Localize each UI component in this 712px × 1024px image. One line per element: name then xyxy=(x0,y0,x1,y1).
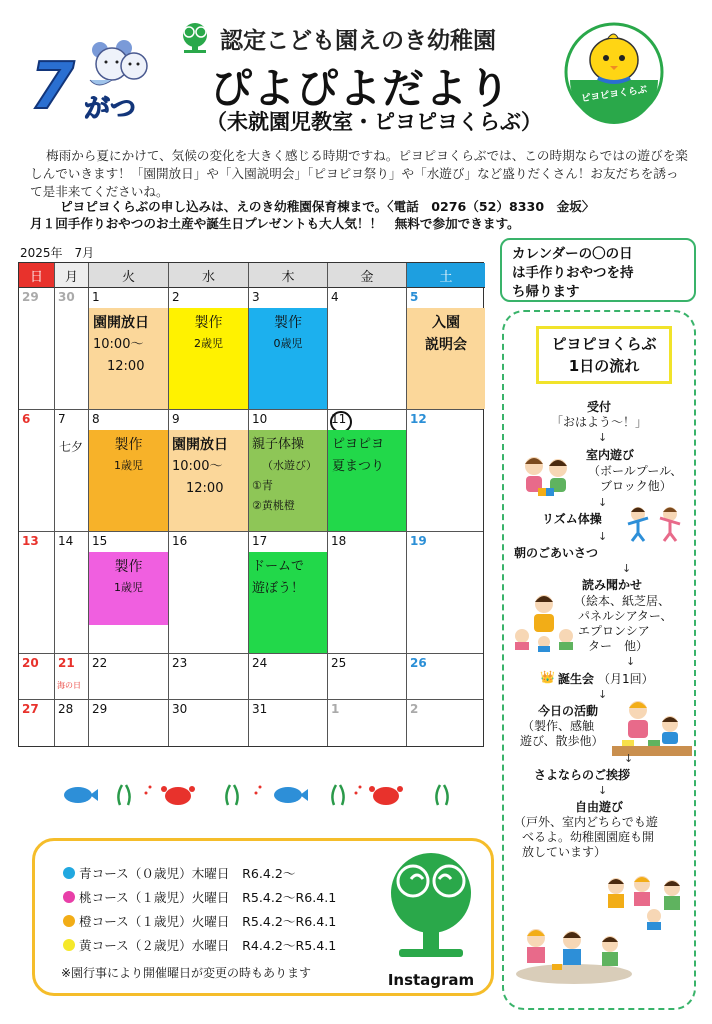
day-number: 15 xyxy=(92,534,108,548)
day-number: 26 xyxy=(410,656,427,670)
pink-dot-icon xyxy=(63,891,75,903)
day-cell xyxy=(249,410,328,531)
flow-step-rhythm: リズム体操 xyxy=(542,512,602,526)
day-cell xyxy=(19,288,55,409)
event-time-end: 12:00 xyxy=(107,359,145,374)
day-number: 25 xyxy=(331,656,347,670)
flow-step-storytime-sub3: エプロンシア xyxy=(578,624,650,638)
event-craft xyxy=(169,308,248,409)
day-cell xyxy=(407,288,485,409)
day-number: 5 xyxy=(410,290,419,304)
down-arrow-icon: ↓ xyxy=(622,562,632,575)
down-arrow-icon: ↓ xyxy=(598,688,608,701)
event-title: 園開放日 xyxy=(93,315,149,331)
down-arrow-icon: ↓ xyxy=(624,752,634,765)
calendar-week-4 xyxy=(19,654,483,700)
event-title-line1: ピヨピヨ xyxy=(332,437,385,452)
orange-dot-icon xyxy=(63,915,75,927)
day-number: 11 xyxy=(331,412,347,426)
day-cell xyxy=(89,288,169,409)
month-badge xyxy=(28,36,158,122)
sea-creatures-decoration-icon xyxy=(60,781,460,807)
flow-step-free-sub2: べるよ。幼稚園園庭も開 xyxy=(522,830,655,844)
crown-icon: 👑 xyxy=(540,670,555,684)
day-cell xyxy=(169,532,249,653)
day-cell xyxy=(169,700,249,746)
blue-dot-icon xyxy=(63,867,75,879)
day-cell xyxy=(89,532,169,653)
chick-badge-label: ピヨピヨくらぶ xyxy=(580,84,648,105)
day-number: 6 xyxy=(22,412,31,426)
exercise-kids-illustration-icon xyxy=(622,504,692,544)
calendar xyxy=(18,262,484,747)
event-dome-play xyxy=(249,552,327,653)
event-sub: 2歳児 xyxy=(194,337,223,350)
day-cell xyxy=(55,288,89,409)
day-number: 18 xyxy=(331,534,347,548)
day-number: 1 xyxy=(331,702,340,716)
storytime-illustration-icon xyxy=(512,592,576,652)
day-number: 2 xyxy=(172,290,180,304)
tanabata-label: 七夕 xyxy=(59,440,84,454)
event-parent-child-exercise xyxy=(249,430,327,531)
day-cell xyxy=(55,410,89,531)
event-title: 製作 xyxy=(114,559,143,575)
flow-step-indoor-sub1: （ボールプール、 xyxy=(588,464,683,478)
day-number: 4 xyxy=(331,290,339,304)
day-number: 21 xyxy=(58,656,75,670)
instagram-link[interactable] xyxy=(381,849,481,991)
event-title: 親子体操 xyxy=(252,437,305,452)
down-arrow-icon: ↓ xyxy=(626,655,636,668)
day-number: 16 xyxy=(172,534,188,548)
note-line-3: ち帰ります xyxy=(512,284,580,300)
event-title-line1: ドームで xyxy=(252,559,305,574)
course-item-pink xyxy=(63,887,336,906)
event-line-2: ②黄桃橙 xyxy=(252,499,295,512)
weekday-mon: 月 xyxy=(55,263,89,288)
calendar-week-2 xyxy=(19,410,483,532)
chick-mascot-icon xyxy=(562,20,666,124)
event-open-day xyxy=(89,308,168,409)
flow-step-goodbye: さよならのご挨拶 xyxy=(534,768,631,782)
event-title-line2: 説明会 xyxy=(425,337,467,353)
event-craft xyxy=(89,552,168,625)
flow-step-morning-greeting: 朝のごあいさつ xyxy=(514,546,599,560)
outdoor-play-illustration-icon xyxy=(514,918,634,986)
day-number: 29 xyxy=(22,290,39,304)
note-line-2: は手作りおやつを持 xyxy=(512,265,634,281)
day-number: 30 xyxy=(172,702,188,716)
event-line-1: ①青 xyxy=(252,479,273,492)
flow-step-storytime: 読み聞かせ xyxy=(582,578,643,592)
flow-step-today-sub2: 遊び、散歩他） xyxy=(520,734,604,748)
event-craft xyxy=(89,430,168,531)
org-row xyxy=(178,20,496,56)
event-craft xyxy=(249,308,327,409)
children-playing-illustration-icon xyxy=(516,452,576,498)
day-number: 19 xyxy=(410,534,427,548)
down-arrow-icon: ↓ xyxy=(598,496,608,509)
day-cell xyxy=(328,654,407,699)
calendar-month-label: 2025年 7月 xyxy=(20,246,95,260)
day-cell xyxy=(169,288,249,409)
course-label: 青コース（０歳児）木曜日 R6.4.2～ xyxy=(79,866,296,881)
day-cell xyxy=(328,410,407,531)
calendar-weekday-header xyxy=(19,263,483,288)
flow-step-indoor-sub2: ブロック他） xyxy=(600,479,672,493)
event-title-line2: 遊ぼう！ xyxy=(252,581,305,596)
weekday-sun: 日 xyxy=(19,263,55,288)
day-cell xyxy=(249,288,328,409)
day-cell xyxy=(249,532,328,653)
event-title-line2: 夏まつり xyxy=(332,459,385,474)
intro-paragraph: 梅雨から夏にかけて、気候の変化を大きく感じる時期ですね。ピヨピヨくらぶでは、この時期ならではの遊びを楽しんでいきます！「園開放日」や「入園説明会」「ピヨピヨ祭り」や「水遊び」など盛りだくさん！お友だちを誘って是非来てくださいね。 xyxy=(30,148,688,199)
month-number: 7 xyxy=(30,50,75,124)
craft-activity-illustration-icon xyxy=(608,698,694,762)
page-title: ぴよぴよだより xyxy=(210,64,512,113)
flow-step-free-sub1: （戸外、室内どちらでも遊 xyxy=(514,815,658,829)
note-line-1: カレンダーの〇の日 xyxy=(512,246,633,262)
tree-logo-icon xyxy=(178,21,212,55)
day-number: 27 xyxy=(22,702,39,716)
event-time-start: 10:00～ xyxy=(93,337,144,352)
day-cell xyxy=(89,654,169,699)
day-number: 23 xyxy=(172,656,188,670)
flow-step-birthday: 誕生会 xyxy=(558,672,595,686)
day-cell xyxy=(55,532,89,653)
month-suffix: がつ xyxy=(84,94,137,124)
event-sub: 0歳児 xyxy=(273,337,303,350)
event-title: 製作 xyxy=(194,315,223,331)
weekday-fri: 金 xyxy=(328,263,407,288)
event-sub: 1歳児 xyxy=(114,459,143,472)
weekday-sat: 土 xyxy=(407,263,485,288)
holiday-label: 海の日 xyxy=(57,681,81,690)
course-info-box xyxy=(32,838,494,996)
tree-logo-icon xyxy=(381,849,481,967)
day-cell xyxy=(407,532,485,653)
contact-line-1: ピヨピヨくらぶの申し込みは、えのき幼稚園保育棟まで。〈電話 0276（52）8330 金坂〉 xyxy=(60,199,595,214)
day-cell xyxy=(328,288,407,409)
day-cell xyxy=(249,700,328,746)
weekday-thu: 木 xyxy=(249,263,328,288)
yellow-dot-icon xyxy=(63,939,75,951)
flow-step-birthday-sub: （月1回） xyxy=(598,672,654,686)
course-note: ※園行事により開催曜日が変更の時もあります xyxy=(61,966,312,980)
day-cell xyxy=(19,700,55,746)
flow-step-today-activity: 今日の活動 xyxy=(538,704,599,718)
calendar-week-3 xyxy=(19,532,483,654)
day-cell xyxy=(89,410,169,531)
event-time-start: 10:00～ xyxy=(172,459,223,474)
day-number: 8 xyxy=(92,412,100,426)
snack-note-box xyxy=(500,238,696,302)
day-cell xyxy=(328,532,407,653)
down-arrow-icon: ↓ xyxy=(598,431,608,444)
calendar-week-1 xyxy=(19,288,483,410)
day-number: 17 xyxy=(252,534,268,548)
event-sub: 1歳児 xyxy=(114,581,143,594)
day-number: 22 xyxy=(92,656,108,670)
day-number: 24 xyxy=(252,656,268,670)
day-number: 7 xyxy=(58,412,66,426)
chick-badge xyxy=(562,20,666,124)
event-open-day xyxy=(169,430,248,531)
event-time-end: 12:00 xyxy=(186,481,224,496)
day-cell xyxy=(19,410,55,531)
course-label: 黄コース（２歳児）水曜日 R4.4.2～R5.4.1 xyxy=(79,938,337,953)
day-number: 9 xyxy=(172,412,180,426)
day-cell xyxy=(328,700,407,746)
flow-title-line2: 1日の流れ xyxy=(568,357,640,375)
course-item-orange xyxy=(63,911,336,930)
day-cell xyxy=(407,410,485,531)
page-subtitle: （未就園児教室・ピヨピヨくらぶ） xyxy=(206,110,542,134)
day-cell xyxy=(407,654,485,699)
day-number: 14 xyxy=(58,534,74,548)
course-item-yellow xyxy=(63,935,336,954)
day-number: 1 xyxy=(92,290,100,304)
course-item-blue xyxy=(63,863,295,882)
event-admission-briefing xyxy=(407,308,485,409)
instagram-label: Instagram xyxy=(387,971,475,989)
down-arrow-icon: ↓ xyxy=(598,530,608,543)
flow-step-today-sub1: （製作、感触 xyxy=(522,719,595,733)
event-title: 製作 xyxy=(114,437,143,453)
day-number: 30 xyxy=(58,290,75,304)
decoration-row xyxy=(60,781,460,807)
flow-title-line1: ピヨピヨくらぶ xyxy=(551,335,657,353)
org-name: 認定こども園えのき幼稚園 xyxy=(220,27,496,54)
day-number: 20 xyxy=(22,656,39,670)
flow-step-reception: 受付 xyxy=(586,400,611,414)
flow-title xyxy=(536,326,672,384)
day-number: 31 xyxy=(252,702,268,716)
daily-flow-box xyxy=(502,310,696,1010)
event-title-line1: 入園 xyxy=(432,315,460,331)
weekday-wed: 水 xyxy=(169,263,249,288)
day-number: 28 xyxy=(58,702,74,716)
day-cell xyxy=(407,700,485,746)
flow-step-storytime-sub2: パネルシアター、 xyxy=(578,609,673,623)
course-label: 橙コース（１歳児）火曜日 R5.4.2～R6.4.1 xyxy=(79,914,337,929)
event-sub: （水遊び） xyxy=(262,459,317,472)
event-title: 園開放日 xyxy=(172,437,228,453)
flow-step-indoor-play: 室内遊び xyxy=(586,448,635,462)
day-cell xyxy=(169,410,249,531)
day-cell xyxy=(89,700,169,746)
day-number: 13 xyxy=(22,534,39,548)
day-number: 3 xyxy=(252,290,260,304)
flow-step-free-play: 自由遊び xyxy=(574,800,623,814)
flow-step-storytime-sub4: ター 他） xyxy=(588,639,649,653)
day-cell xyxy=(19,654,55,699)
day-number: 29 xyxy=(92,702,108,716)
flow-step-free-sub3: 放しています） xyxy=(522,845,607,859)
day-number: 10 xyxy=(252,412,268,426)
contact-line-2: 月１回手作りおやつのお土産や誕生日プレゼントも大人気！！ 無料で参加できます。 xyxy=(30,216,520,231)
day-cell xyxy=(55,654,89,699)
day-cell xyxy=(55,700,89,746)
course-label: 桃コース（１歳児）火曜日 R5.4.2～R6.4.1 xyxy=(79,890,337,905)
calendar-week-5 xyxy=(19,700,483,746)
flow-step-reception-sub: 「おはよう～！」 xyxy=(550,415,647,429)
flow-step-storytime-sub1: （絵本、紙芝居、 xyxy=(574,594,671,608)
down-arrow-icon: ↓ xyxy=(598,784,608,797)
day-cell xyxy=(249,654,328,699)
event-summer-festival xyxy=(328,430,406,531)
weekday-tue: 火 xyxy=(89,263,169,288)
day-cell xyxy=(19,532,55,653)
day-number: 12 xyxy=(410,412,427,426)
day-cell xyxy=(169,654,249,699)
day-number: 2 xyxy=(410,702,419,716)
event-title: 製作 xyxy=(274,315,302,331)
